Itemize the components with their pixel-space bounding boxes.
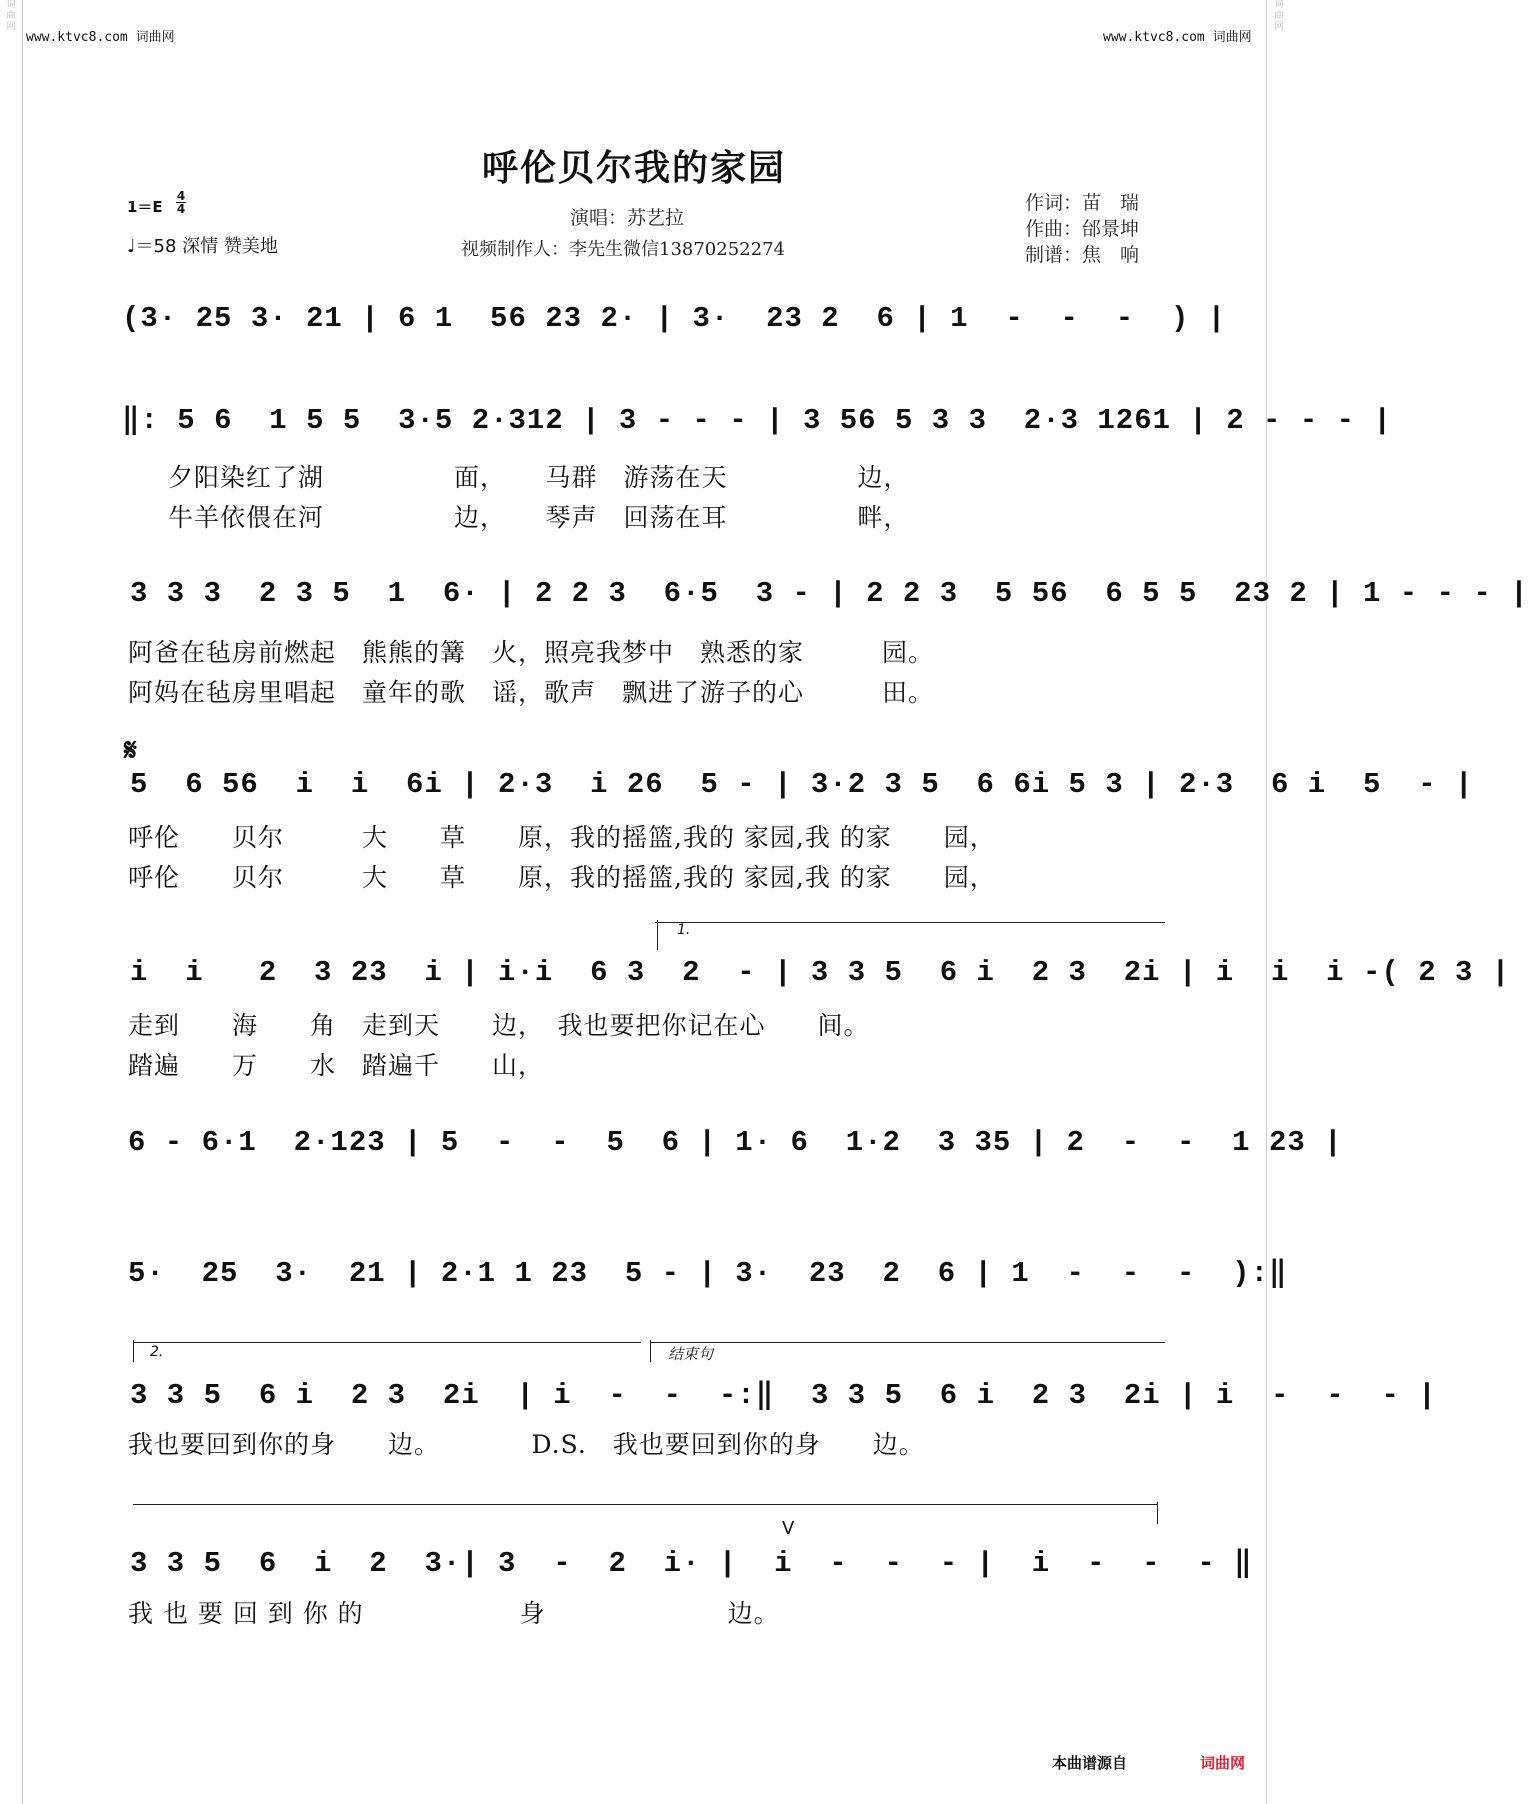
time-signature-bottom: 4 (176, 202, 186, 216)
score-line-chorus-2: i i 2 3 23 i | i·i 6 3 2 - | 3 3 5 6 i 2 3 2i | i i i -( 2 3 | (130, 956, 1511, 989)
footer-site-link[interactable]: 词曲网 (1200, 1754, 1246, 1772)
watermark-text: 词 曲 网 (6, 0, 16, 32)
score-line-verse-1: ‖: 5 6 1 5 5 3·5 2·312 | 3 - - - | 3 56 5 3 3 2·3 1261 | 2 - - - | (122, 404, 1392, 437)
volta-1-bracket (655, 922, 1165, 923)
coda-hook (1157, 1502, 1158, 1524)
volta-2-label: 2. (150, 1344, 164, 1360)
volta-1-hook (657, 920, 658, 950)
score-line-intro: (3· 25 3· 21 | 6 1 56 23 2· | 3· 23 2 6 | 1 - - - ) | (122, 302, 1227, 335)
song-title: 呼伦贝尔我的家园 (482, 147, 787, 189)
composer: 作曲：邰景坤 (1025, 218, 1140, 240)
time-signature-top: 4 (176, 189, 186, 203)
right-watermark-strip (1268, 0, 1290, 1804)
coda-bracket (133, 1504, 1158, 1505)
lyric-chorus-2b: 踏遍 万 水 踏遍千 山， (128, 1051, 545, 1080)
left-watermark-strip (0, 0, 22, 1804)
time-signature (176, 190, 186, 215)
breath-mark: V (782, 1518, 795, 1539)
site-mark-left[interactable]: www.ktvc8.com 词曲网 (26, 30, 175, 45)
key-signature: 1＝E (127, 198, 163, 216)
volta-2-bracket (133, 1342, 641, 1343)
footer-source-text: 本曲谱源自 (1052, 1754, 1128, 1772)
site-mark-right[interactable]: www.ktvc8.com 词曲网 (1103, 30, 1252, 45)
transcriber: 制谱：焦 响 (1025, 244, 1140, 266)
score-line-chorus-1: 5 6 56 i i 6i | 2·3 i 26 5 - | 3·2 3 5 6 6i 5 3 | 2·3 6 i 5 - | (130, 768, 1474, 801)
left-border-line (22, 0, 23, 1804)
volta-1-label: 1. (677, 922, 691, 938)
score-line-coda: 3 3 5 6 i 2 3·| 3 - 2 i· | i - - - | i - - - ‖ (130, 1547, 1253, 1580)
lyric-ending: 我也要回到你的身 边。 D.S. 我也要回到你的身 边。 (128, 1430, 925, 1459)
lyric-verse-1a: 夕阳染红了湖 面， 马群 游荡在天 边， (168, 463, 910, 492)
lyric-verse-2a: 阿爸在毡房前燃起 熊熊的篝 火，照亮我梦中 熟悉的家 园。 (128, 638, 935, 667)
score-line-ending: 3 3 5 6 i 2 3 2i | i - - -:‖ 3 3 5 6 i 2 3 2i | i - - - | (130, 1379, 1437, 1412)
video-maker: 视频制作人：李先生微信13870252274 (461, 239, 785, 260)
ending-hook (650, 1340, 651, 1362)
ending-label: 结束句 (668, 1345, 714, 1363)
segno-sign: 𝄋 (124, 733, 137, 768)
lyric-chorus-2a: 走到 海 角 走到天 边， 我也要把你记在心 间。 (128, 1011, 870, 1040)
score-line-verse-2: 3 3 3 2 3 5 1 6· | 2 2 3 6·5 3 - | 2 2 3 5 56 6 5 5 23 2 | 1 - - - | (130, 577, 1529, 610)
lyric-chorus-1a: 呼伦 贝尔 大 草 原，我的摇篮,我的 家园,我 的家 园， (128, 823, 996, 852)
singer: 演唱：苏艺拉 (570, 207, 685, 229)
lyricist: 作词：苗 瑞 (1025, 192, 1140, 214)
ending-bracket (650, 1342, 1165, 1343)
lyric-verse-2b: 阿妈在毡房里唱起 童年的歌 谣，歌声 飘进了游子的心 田。 (128, 678, 935, 707)
score-line-interlude-1: 6 - 6·1 2·123 | 5 - - 5 6 | 1· 6 1·2 3 35 | 2 - - 1 23 | (128, 1126, 1343, 1159)
lyric-verse-1b: 牛羊依偎在河 边， 琴声 回荡在耳 畔， (168, 503, 910, 532)
lyric-coda: 我 也 要 回 到 你 的 身 边。 (128, 1599, 780, 1628)
score-line-interlude-2: 5· 25 3· 21 | 2·1 1 23 5 - | 3· 23 2 6 | 1 - - - ):‖ (128, 1257, 1288, 1290)
right-border-line (1266, 0, 1267, 1804)
volta-2-hook (133, 1340, 134, 1362)
watermark-text: 词 曲 网 (1274, 0, 1284, 32)
tempo-marking: ♩＝58 深情 赞美地 (127, 236, 278, 257)
lyric-chorus-1b: 呼伦 贝尔 大 草 原，我的摇篮,我的 家园,我 的家 园， (128, 863, 996, 892)
